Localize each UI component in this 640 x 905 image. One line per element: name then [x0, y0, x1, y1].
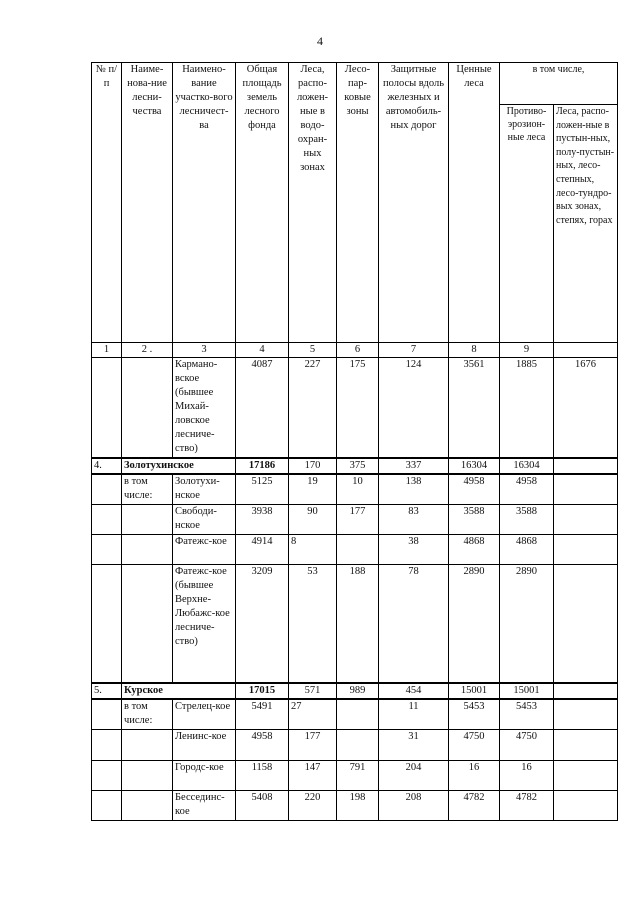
row-steppe: [554, 730, 618, 761]
row-valuable: 4868: [449, 535, 500, 565]
row-district: Стрелец-кое: [173, 699, 236, 730]
row-forestry: [122, 730, 173, 761]
header-valuable-forests: Ценные леса: [449, 63, 500, 343]
row-roads: 124: [379, 358, 449, 458]
row-total: 17186: [236, 458, 289, 474]
row-total: 4914: [236, 535, 289, 565]
column-number: [554, 343, 618, 358]
row-roads: 11: [379, 699, 449, 730]
header-including-group: в том числе,: [500, 63, 618, 105]
row-erosion: 4958: [500, 474, 554, 505]
row-erosion: 15001: [500, 683, 554, 699]
row-park: [337, 730, 379, 761]
row-valuable: 2890: [449, 565, 500, 683]
row-park: 989: [337, 683, 379, 699]
row-park: 188: [337, 565, 379, 683]
row-total: 4958: [236, 730, 289, 761]
header-steppe-zones: Леса, распо-ложен-ные в пустын-ных, полу-пустын-ных, лесо-степных, лесо-тундро-вых зонах, степях, горах: [554, 105, 618, 343]
row-valuable: 4958: [449, 474, 500, 505]
row-roads: 31: [379, 730, 449, 761]
row-roads: 38: [379, 535, 449, 565]
row-total: 5491: [236, 699, 289, 730]
row-roads: 204: [379, 761, 449, 791]
row-valuable: 15001: [449, 683, 500, 699]
row-total: 3209: [236, 565, 289, 683]
table-row: [92, 535, 618, 565]
header-row-1: [92, 63, 618, 105]
row-forestry: [122, 565, 173, 683]
row-park: 10: [337, 474, 379, 505]
row-forestry: Золотухинское: [122, 458, 236, 474]
row-number: [92, 358, 122, 458]
row-steppe: [554, 505, 618, 535]
row-park: 175: [337, 358, 379, 458]
row-district: Бессединс-кое: [173, 791, 236, 821]
column-number: 2 .: [122, 343, 173, 358]
row-steppe: [554, 761, 618, 791]
row-steppe: [554, 791, 618, 821]
header-number: № п/п: [92, 63, 122, 343]
row-forestry: [122, 791, 173, 821]
row-steppe: [554, 565, 618, 683]
row-valuable: 5453: [449, 699, 500, 730]
row-number: [92, 505, 122, 535]
row-park: 791: [337, 761, 379, 791]
row-valuable: 16: [449, 761, 500, 791]
column-number: 9: [500, 343, 554, 358]
row-number: [92, 535, 122, 565]
row-district: Ленинс-кое: [173, 730, 236, 761]
row-water: 170: [289, 458, 337, 474]
row-erosion: 4750: [500, 730, 554, 761]
row-erosion: 3588: [500, 505, 554, 535]
row-valuable: 16304: [449, 458, 500, 474]
row-forestry: [122, 358, 173, 458]
row-water: 227: [289, 358, 337, 458]
header-park-zones: Лесо-пар-ковые зоны: [337, 63, 379, 343]
row-water: 571: [289, 683, 337, 699]
row-park: [337, 535, 379, 565]
column-number: 4: [236, 343, 289, 358]
row-erosion: 2890: [500, 565, 554, 683]
header-total-area: Общая площадь земель лесного фонда: [236, 63, 289, 343]
column-number-row: [92, 343, 618, 358]
row-number: [92, 791, 122, 821]
row-erosion: 16: [500, 761, 554, 791]
header-water-protection: Леса, распо-ложен-ные в водо-охран-ных зонах: [289, 63, 337, 343]
row-district: Фатежс-кое: [173, 535, 236, 565]
row-water: 220: [289, 791, 337, 821]
row-roads: 208: [379, 791, 449, 821]
table-row: [92, 699, 618, 730]
column-number: 5: [289, 343, 337, 358]
row-valuable: 4750: [449, 730, 500, 761]
table-row-total: [92, 683, 618, 699]
row-number: [92, 565, 122, 683]
row-roads: 454: [379, 683, 449, 699]
table-row: [92, 358, 618, 458]
row-park: 177: [337, 505, 379, 535]
table-row: [92, 791, 618, 821]
row-park: 375: [337, 458, 379, 474]
table-row: [92, 761, 618, 791]
row-total: 5125: [236, 474, 289, 505]
row-number: 5.: [92, 683, 122, 699]
forest-fund-table: [91, 62, 618, 821]
row-number: [92, 699, 122, 730]
row-number: [92, 761, 122, 791]
row-steppe: [554, 683, 618, 699]
row-park: [337, 699, 379, 730]
row-steppe: [554, 535, 618, 565]
row-forestry: в том числе:: [122, 474, 173, 505]
row-valuable: 3561: [449, 358, 500, 458]
table-row: [92, 505, 618, 535]
row-steppe: [554, 699, 618, 730]
row-total: 1158: [236, 761, 289, 791]
row-district: Городс-кое: [173, 761, 236, 791]
column-number: 3: [173, 343, 236, 358]
table-row: [92, 730, 618, 761]
header-district-forestry: Наимено-вание участко-вого лесничест-ва: [173, 63, 236, 343]
row-forestry: [122, 761, 173, 791]
row-total: 4087: [236, 358, 289, 458]
row-district: Золотухи-нское: [173, 474, 236, 505]
row-forestry: в том числе:: [122, 699, 173, 730]
row-roads: 337: [379, 458, 449, 474]
row-roads: 138: [379, 474, 449, 505]
row-roads: 78: [379, 565, 449, 683]
header-protective-strips: Защитные полосы вдоль железных и автомобиль-ных дорог: [379, 63, 449, 343]
row-number: 4.: [92, 458, 122, 474]
row-forestry: [122, 535, 173, 565]
column-number: 1: [92, 343, 122, 358]
header-anti-erosion: Противо-эрозион-ные леса: [500, 105, 554, 343]
table-row-total: [92, 458, 618, 474]
row-water: 177: [289, 730, 337, 761]
row-total: 5408: [236, 791, 289, 821]
row-water: 27: [289, 699, 337, 730]
row-erosion: 4868: [500, 535, 554, 565]
row-water: 90: [289, 505, 337, 535]
column-number: 8: [449, 343, 500, 358]
row-district: Свободи-нское: [173, 505, 236, 535]
row-number: [92, 474, 122, 505]
column-number: 6: [337, 343, 379, 358]
table-row: [92, 565, 618, 683]
row-valuable: 3588: [449, 505, 500, 535]
row-district: Кармано-вское (бывшее Михай-ловское лесниче-ство): [173, 358, 236, 458]
page-number: 4: [317, 34, 323, 48]
row-total: 3938: [236, 505, 289, 535]
column-number: 7: [379, 343, 449, 358]
row-erosion: 1885: [500, 358, 554, 458]
row-district: Фатежс-кое (бывшее Верхне-Любажс-кое лесниче-ство): [173, 565, 236, 683]
row-roads: 83: [379, 505, 449, 535]
row-forestry: [122, 505, 173, 535]
row-steppe: [554, 458, 618, 474]
row-erosion: 4782: [500, 791, 554, 821]
row-erosion: 16304: [500, 458, 554, 474]
row-water: 53: [289, 565, 337, 683]
row-steppe: 1676: [554, 358, 618, 458]
row-steppe: [554, 474, 618, 505]
table-row: [92, 474, 618, 505]
row-park: 198: [337, 791, 379, 821]
row-erosion: 5453: [500, 699, 554, 730]
row-total: 17015: [236, 683, 289, 699]
row-water: 19: [289, 474, 337, 505]
row-number: [92, 730, 122, 761]
header-forestry: Наиме-нова-ние лесни-чества: [122, 63, 173, 343]
row-forestry: Курское: [122, 683, 236, 699]
row-water: 8: [289, 535, 337, 565]
row-water: 147: [289, 761, 337, 791]
row-valuable: 4782: [449, 791, 500, 821]
